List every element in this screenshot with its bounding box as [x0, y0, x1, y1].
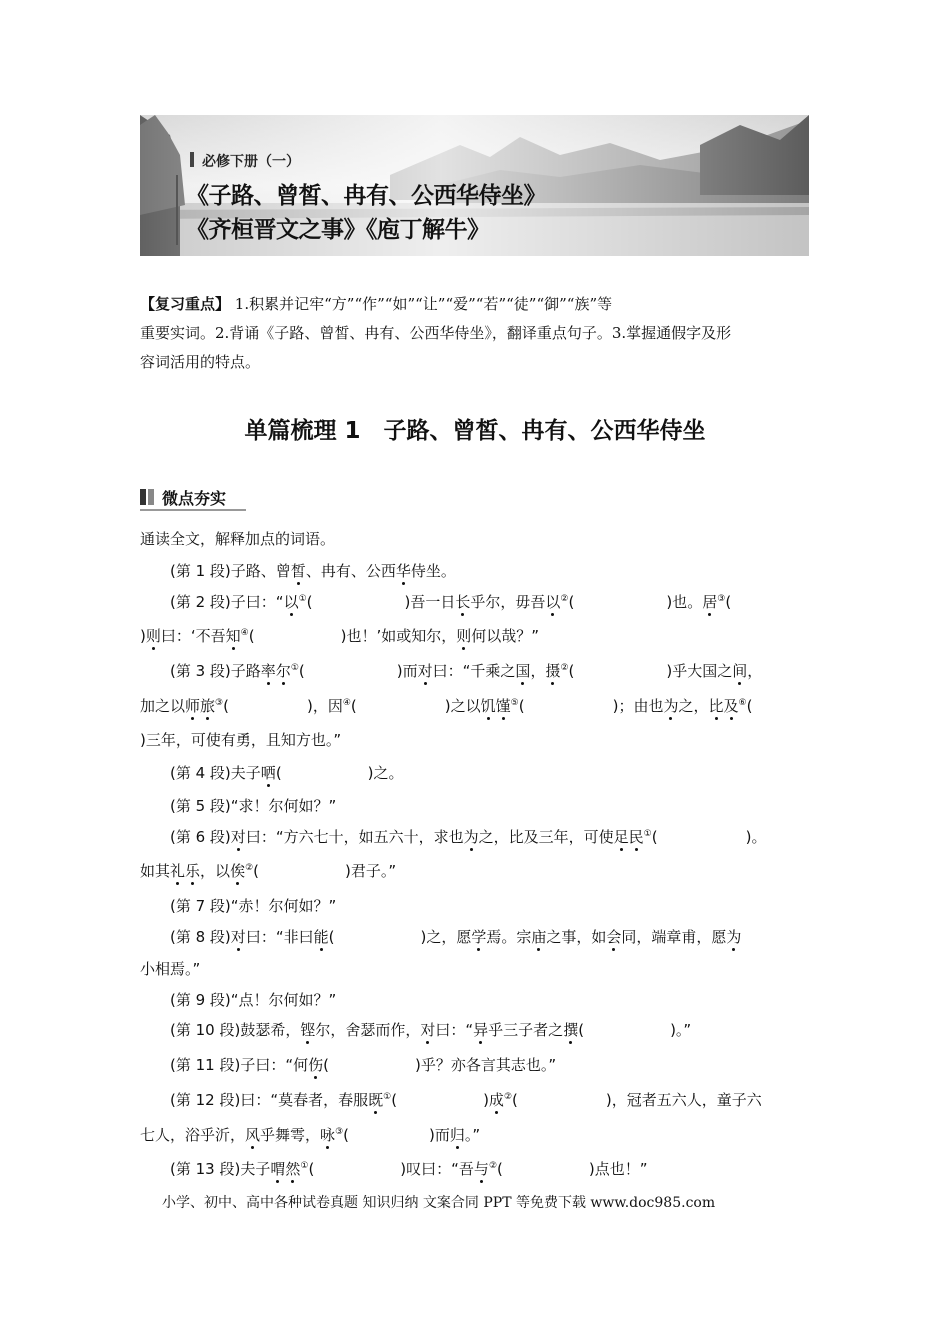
para-2: (第 2 段)子曰：“以①( )吾一日长乎尔，毋吾以②( )也。居③( — [140, 593, 732, 611]
para-3-end: )三年，可使有勇，且知方也。” — [140, 731, 342, 749]
para-13: (第 13 段)夫子喟然①( )叹曰：“吾与②( )点也！” — [140, 1160, 648, 1178]
para-10: (第 10 段)鼓瑟希，铿尔，舍瑟而作，对曰：“异乎三子者之撰( )。” — [140, 1021, 692, 1039]
section-title: 单篇梳理 1 子路、曾皙、冉有、公西华侍坐 — [244, 418, 706, 444]
para-8-cont: 小相焉。” — [140, 960, 201, 978]
sub-heading-text: 微点夯实 — [162, 489, 227, 508]
sub-heading-underline — [140, 509, 246, 511]
heading-block-icon — [140, 489, 146, 505]
title-banner — [140, 115, 809, 256]
footer-text: 小学、初中、高中各种试卷真题 知识归纳 文案合同 PPT 等免费下载 www.doc985.com — [162, 1195, 716, 1211]
para-3: (第 3 段)子路率尔①( )而对曰：“千乘之国，摄②( )乎大国之间， — [140, 662, 763, 680]
para-6: (第 6 段)对曰：“方六七十，如五六十，求也为之，比及三年，可使足民①( )。 — [140, 828, 767, 846]
para-12-cont: 七人，浴乎沂，风乎舞雩，咏③( )而归。” — [140, 1126, 481, 1144]
tag-bar — [190, 152, 194, 167]
para-1: (第 1 段)子路、曾皙、冉有、公西华侍坐。 — [140, 562, 456, 580]
para-7: (第 7 段)“赤！尔何如？” — [140, 897, 337, 915]
para-12: (第 12 段)曰：“莫春者，春服既①( )成②( )，冠者五六人，童子六 — [140, 1091, 762, 1109]
review-focus — [140, 290, 812, 377]
banner-title-2: 《齐桓晋文之事》《庖丁解牛》 — [186, 217, 490, 243]
banner-tag: 必修下册（一） — [202, 154, 300, 170]
sub-heading — [140, 486, 250, 508]
para-5: (第 5 段)“求！尔何如？” — [140, 797, 337, 815]
para-6-cont: 如其礼乐，以俟②( )君子。” — [140, 862, 397, 880]
review-line-3: 容词活用的特点。 — [140, 353, 261, 371]
para-3-cont: 加之以师旅③( )，因④( )之以饥馑⑤( )；由也为之，比及⑥( — [140, 697, 753, 715]
para-9: (第 9 段)“点！尔何如？” — [140, 991, 337, 1009]
title-divider — [176, 175, 178, 245]
para-2-cont: )则曰：‘不吾知④( )也！’如或知尔，则何以哉？” — [140, 627, 540, 645]
banner-title-1: 《子路、曾皙、冉有、公西华侍坐》 — [186, 183, 546, 209]
review-line-1: 1.积累并记牢“方”“作”“如”“让”“爱”“若”“徒”“御”“族”等 — [234, 295, 613, 313]
review-line-2: 重要实词。2.背诵《子路、曾皙、冉有、公西华侍坐》，翻译重点句子。3.掌握通假字及形 — [140, 324, 732, 342]
para-4: (第 4 段)夫子哂( )之。 — [140, 764, 404, 782]
intro: 通读全文，解释加点的词语。 — [140, 530, 336, 548]
para-11: (第 11 段)子曰：“何伤( )乎？亦各言其志也。” — [140, 1056, 557, 1074]
para-8: (第 8 段)对曰：“非曰能( )之，愿学焉。宗庙之事，如会同，端章甫，愿为 — [140, 928, 742, 946]
review-label: 【复习重点】 — [140, 295, 231, 313]
heading-block-icon-2 — [148, 489, 154, 505]
